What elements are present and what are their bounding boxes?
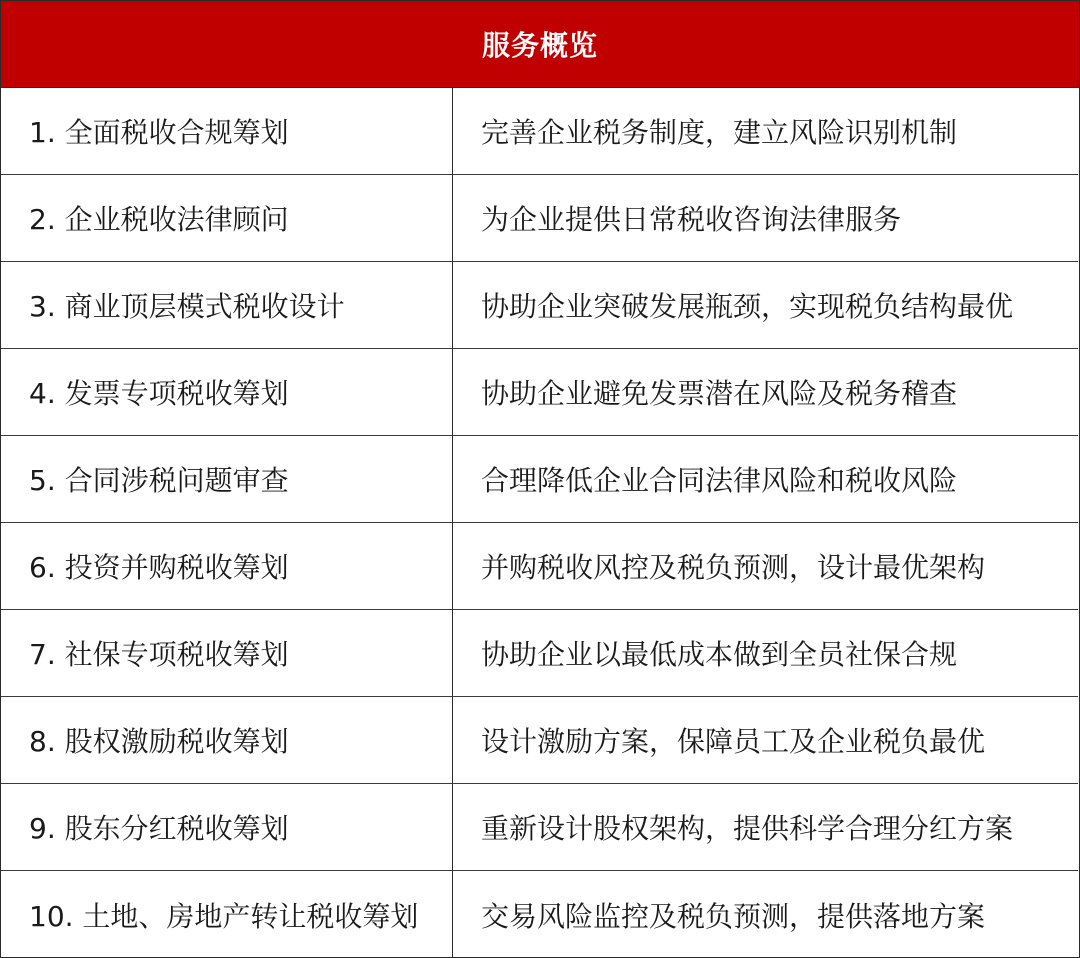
table-row <box>1 871 1078 958</box>
service-name-cell: 4. 发票专项税收筹划 <box>1 349 453 435</box>
service-description-cell: 合理降低企业合同法律风险和税收风险 <box>481 464 958 497</box>
service-name-cell: 10. 土地、房地产转让税收筹划 <box>1 871 453 958</box>
service-description-cell: 为企业提供日常税收咨询法律服务 <box>481 203 902 236</box>
service-name-cell: 5. 合同涉税问题审查 <box>1 436 453 522</box>
table-row <box>1 697 1078 784</box>
service-name-cell: 9. 股东分红税收筹划 <box>1 784 453 870</box>
service-description-cell: 重新设计股权架构，提供科学合理分红方案 <box>481 812 1014 845</box>
table-row <box>1 523 1078 610</box>
service-name-cell: 7. 社保专项税收筹划 <box>1 610 453 696</box>
service-description-cell: 交易风险监控及税负预测，提供落地方案 <box>481 899 986 933</box>
service-name-cell: 1. 全面税收合规筹划 <box>1 88 453 174</box>
table-row <box>1 436 1078 523</box>
table-title: 服务概览 <box>481 29 598 62</box>
table-row <box>1 262 1078 349</box>
service-name-cell: 3. 商业顶层模式税收设计 <box>1 262 453 348</box>
service-description-cell: 协助企业以最低成本做到全员社保合规 <box>481 638 958 671</box>
service-name-cell: 6. 投资并购税收筹划 <box>1 523 453 609</box>
service-name-cell: 8. 股权激励税收筹划 <box>1 697 453 783</box>
service-description-cell: 完善企业税务制度，建立风险识别机制 <box>481 116 958 149</box>
service-name-cell: 2. 企业税收法律顾问 <box>1 175 453 261</box>
table-row <box>1 175 1078 262</box>
table-body <box>0 88 1080 958</box>
table-row <box>1 349 1078 436</box>
table-header <box>0 0 1080 88</box>
service-description-cell: 设计激励方案，保障员工及企业税负最优 <box>481 725 986 758</box>
service-description-cell: 协助企业避免发票潜在风险及税务稽查 <box>481 377 958 410</box>
service-description-cell: 并购税收风控及税负预测，设计最优架构 <box>481 551 986 584</box>
table-row <box>1 88 1078 175</box>
table-row <box>1 784 1078 871</box>
table-row <box>1 610 1078 697</box>
service-description-cell: 协助企业突破发展瓶颈，实现税负结构最优 <box>481 290 1014 323</box>
